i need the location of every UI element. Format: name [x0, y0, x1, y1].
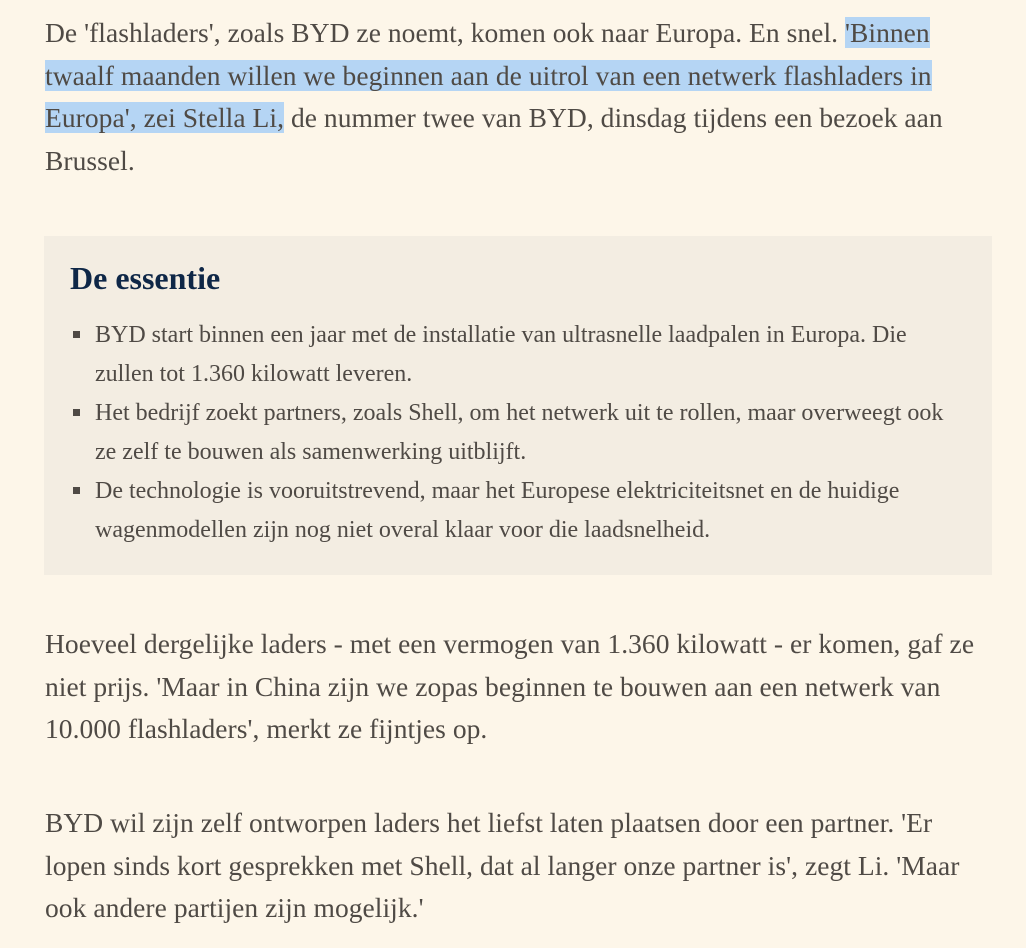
square-bullet-icon [73, 487, 80, 494]
essentie-item [44, 394, 992, 471]
square-bullet-icon [73, 409, 80, 416]
article-paragraph-intro [45, 12, 995, 182]
essentie-item-text: De technologie is vooruitstrevend, maar het Europese elektriciteitsnet en de huidige wagenmodellen zijn nog niet overal klaar voor die laadsnelheid. [95, 478, 900, 543]
essentie-item [44, 316, 992, 393]
paragraph-text: de nummer twee van BYD, dinsdag tijdens een bezoek aan Brussel. [45, 102, 943, 176]
essentie-item [44, 472, 992, 549]
essentie-item-text: Het bedrijf zoekt partners, zoals Shell, om het netwerk uit te rollen, maar overweegt ook ze zelf te bouwen als samenwerking uitblijft. [95, 400, 944, 465]
essentie-item-text: BYD start binnen een jaar met de installatie van ultrasnelle laadpalen in Europa. Die zullen tot 1.360 kilowatt leveren. [95, 322, 907, 387]
article-paragraph: BYD wil zijn zelf ontworpen laders het liefst laten plaatsen door een partner. 'Er lopen sinds kort gesprekken met Shell, dat al langer onze partner is', zegt Li. 'Maar ook andere partijen zijn mogelijk.' [45, 807, 960, 923]
paragraph-text: De 'flashladers', zoals BYD ze noemt, komen ook naar Europa. En snel. [45, 17, 845, 48]
essentie-box [44, 236, 992, 575]
selected-quote[interactable]: 'Binnen twaalf maanden willen we beginnen aan de uitrol van een netwerk flashladers in Europa', zei Stella Li, [45, 17, 932, 133]
square-bullet-icon [73, 331, 80, 338]
article-paragraph: Hoeveel dergelijke laders - met een vermogen van 1.360 kilowatt - er komen, gaf ze niet prijs. 'Maar in China zijn we zopas beginnen te bouwen aan een netwerk van 10.000 flashladers', merkt ze fijntjes op. [45, 628, 975, 744]
essentie-list [44, 316, 992, 550]
essentie-title: De essentie [70, 260, 221, 296]
